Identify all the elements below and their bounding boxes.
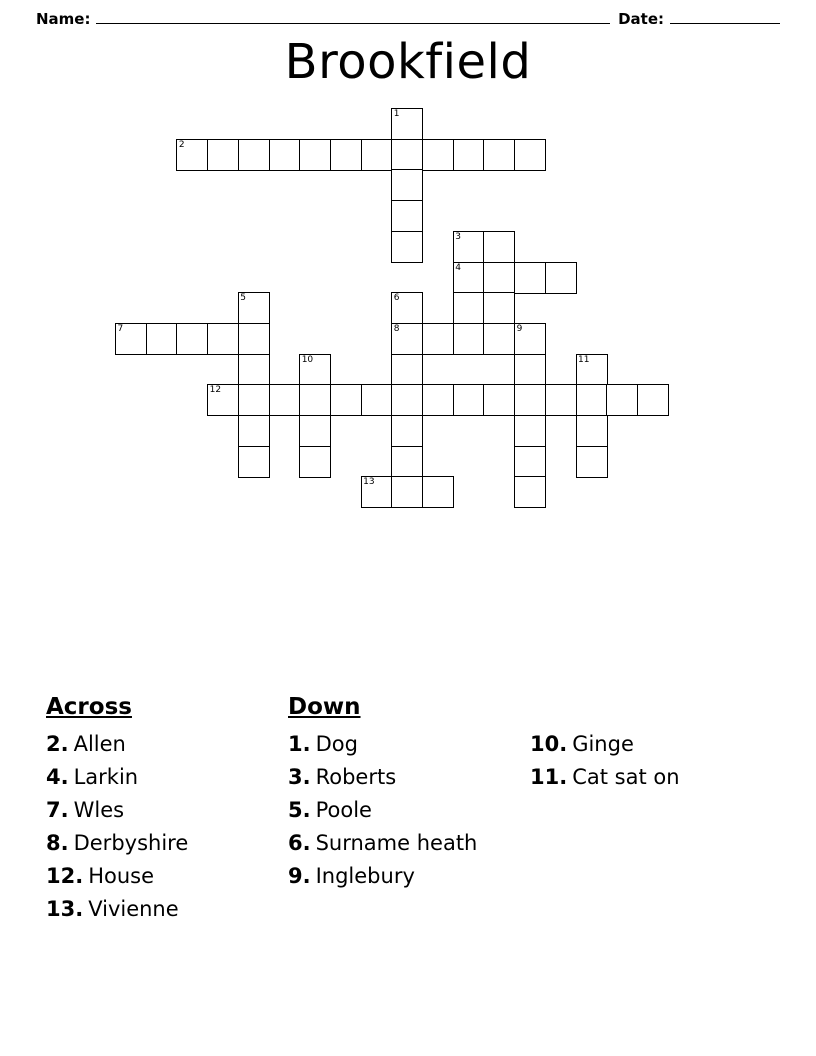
- crossword-cell[interactable]: [391, 139, 423, 171]
- crossword-cell[interactable]: [514, 415, 546, 447]
- crossword-cell[interactable]: [576, 384, 608, 416]
- clue-item: [46, 860, 276, 893]
- crossword-cell[interactable]: [422, 323, 454, 355]
- clues-overflow-heading-spacer: [530, 692, 780, 722]
- crossword-cell[interactable]: [299, 384, 331, 416]
- crossword-cell[interactable]: [269, 139, 301, 171]
- crossword-cell[interactable]: [238, 446, 270, 478]
- clue-text: Inglebury: [315, 864, 415, 888]
- clue-item: [288, 827, 524, 860]
- clue-item: [46, 827, 276, 860]
- crossword-cell[interactable]: [514, 446, 546, 478]
- clue-item: [288, 728, 524, 761]
- crossword-cell[interactable]: [422, 476, 454, 508]
- date-blank-line[interactable]: [670, 22, 780, 24]
- crossword-cell[interactable]: [207, 384, 239, 416]
- clues-down-column: [288, 692, 524, 893]
- crossword-cell[interactable]: [269, 384, 301, 416]
- clue-text: Vivienne: [88, 897, 179, 921]
- cell-number: 8: [393, 323, 400, 334]
- crossword-cell[interactable]: [514, 384, 546, 416]
- crossword-cell[interactable]: [576, 415, 608, 447]
- crossword-grid: [0, 108, 816, 548]
- crossword-cell[interactable]: [453, 262, 485, 294]
- clue-number: 7.: [46, 798, 69, 822]
- clue-item: [46, 893, 276, 926]
- cell-number: 2: [178, 139, 185, 150]
- crossword-cell[interactable]: [361, 476, 393, 508]
- cell-number: 13: [363, 477, 375, 488]
- crossword-cell[interactable]: [514, 139, 546, 171]
- clue-number: 12.: [46, 864, 84, 888]
- clue-text: House: [88, 864, 155, 888]
- clue-item: [530, 761, 780, 794]
- clue-text: Roberts: [315, 765, 397, 789]
- cell-number: 11: [578, 354, 590, 365]
- clues-across-heading: Across: [46, 694, 132, 720]
- cell-number: 1: [393, 109, 400, 119]
- date-label: Date:: [618, 10, 664, 28]
- crossword-cell[interactable]: [637, 384, 669, 416]
- crossword-cell[interactable]: [576, 446, 608, 478]
- crossword-cell[interactable]: [299, 354, 331, 386]
- clue-number: 4.: [46, 765, 69, 789]
- crossword-cell[interactable]: [238, 415, 270, 447]
- clue-item: [288, 761, 524, 794]
- crossword-cell[interactable]: [576, 354, 608, 386]
- crossword-cell[interactable]: [453, 323, 485, 355]
- clue-item: [288, 860, 524, 893]
- name-label: Name:: [36, 10, 91, 28]
- crossword-cell[interactable]: [545, 262, 577, 294]
- clue-number: 2.: [46, 732, 69, 756]
- crossword-cell[interactable]: [391, 323, 423, 355]
- crossword-cell[interactable]: [422, 139, 454, 171]
- clue-number: 13.: [46, 897, 84, 921]
- clue-number: 3.: [288, 765, 311, 789]
- crossword-cell[interactable]: [391, 354, 423, 386]
- crossword-cell[interactable]: [391, 415, 423, 447]
- crossword-cell[interactable]: [422, 384, 454, 416]
- clue-item: [46, 761, 276, 794]
- clue-number: 6.: [288, 831, 311, 855]
- clues-overflow-list: [530, 728, 780, 794]
- clues-section: [0, 692, 816, 992]
- crossword-cell[interactable]: [115, 323, 147, 355]
- clues-across-column: [46, 692, 276, 926]
- clue-text: Surname heath: [315, 831, 478, 855]
- crossword-cell[interactable]: [483, 139, 515, 171]
- page-title: Brookfield: [284, 34, 532, 90]
- cell-number: 9: [516, 323, 523, 334]
- clue-text: Larkin: [73, 765, 139, 789]
- crossword-cell[interactable]: [299, 446, 331, 478]
- crossword-cell[interactable]: [361, 139, 393, 171]
- cell-number: 6: [393, 293, 400, 304]
- crossword-cell[interactable]: [453, 231, 485, 263]
- crossword-cell[interactable]: [391, 446, 423, 478]
- crossword-cell[interactable]: [330, 384, 362, 416]
- clue-text: Allen: [73, 732, 126, 756]
- crossword-cell[interactable]: [361, 384, 393, 416]
- crossword-cell[interactable]: [207, 139, 239, 171]
- crossword-cell[interactable]: [299, 139, 331, 171]
- crossword-cell[interactable]: [391, 476, 423, 508]
- clue-text: Wles: [73, 798, 125, 822]
- crossword-cell[interactable]: [391, 169, 423, 201]
- clues-overflow-column: [530, 692, 780, 794]
- crossword-cell[interactable]: [514, 262, 546, 294]
- crossword-cell[interactable]: [391, 292, 423, 324]
- crossword-cell[interactable]: [238, 323, 270, 355]
- crossword-cell[interactable]: [483, 262, 515, 294]
- cell-number: 4: [455, 262, 461, 273]
- crossword-cell[interactable]: [483, 384, 515, 416]
- crossword-cell[interactable]: [453, 292, 485, 324]
- crossword-cell[interactable]: [176, 323, 208, 355]
- name-blank-line[interactable]: [96, 22, 610, 24]
- clue-number: 1.: [288, 732, 311, 756]
- clue-number: 10.: [530, 732, 568, 756]
- cell-number: 7: [117, 323, 124, 334]
- clue-item: [46, 728, 276, 761]
- clue-item: [46, 794, 276, 827]
- crossword-cell[interactable]: [453, 139, 485, 171]
- crossword-cell[interactable]: [391, 200, 423, 232]
- crossword-cell[interactable]: [545, 384, 577, 416]
- crossword-cell[interactable]: [176, 139, 208, 171]
- clue-item: [288, 794, 524, 827]
- cell-number: 12: [209, 385, 222, 396]
- clues-down-list: [288, 728, 524, 893]
- cell-number: 3: [455, 231, 461, 242]
- crossword-cell[interactable]: [483, 323, 515, 355]
- crossword-cell[interactable]: [391, 231, 423, 263]
- crossword-cell[interactable]: [514, 354, 546, 386]
- clue-text: Dog: [315, 732, 358, 756]
- clues-across-list: [46, 728, 276, 926]
- crossword-cell[interactable]: [514, 476, 546, 508]
- crossword-cell[interactable]: [207, 323, 239, 355]
- crossword-cell[interactable]: [238, 354, 270, 386]
- crossword-cell[interactable]: [238, 139, 270, 171]
- crossword-cell[interactable]: [146, 323, 178, 355]
- crossword-cell[interactable]: [483, 292, 515, 324]
- clue-number: 8.: [46, 831, 69, 855]
- cell-number: 10: [301, 354, 314, 365]
- clues-down-heading: Down: [288, 694, 361, 720]
- crossword-cell[interactable]: [453, 384, 485, 416]
- crossword-cell[interactable]: [299, 415, 331, 447]
- clue-number: 9.: [288, 864, 311, 888]
- crossword-cell[interactable]: [606, 384, 638, 416]
- clue-item: [530, 728, 780, 761]
- clue-text: Derbyshire: [73, 831, 189, 855]
- crossword-cell[interactable]: [238, 292, 270, 324]
- clue-text: Cat sat on: [572, 765, 680, 789]
- crossword-cell[interactable]: [514, 323, 546, 355]
- crossword-cell[interactable]: [391, 108, 423, 140]
- clue-number: 5.: [288, 798, 311, 822]
- crossword-cell[interactable]: [483, 231, 515, 263]
- crossword-cell[interactable]: [391, 384, 423, 416]
- crossword-cell[interactable]: [330, 139, 362, 171]
- cell-number: 5: [240, 293, 247, 304]
- clue-text: Ginge: [572, 732, 634, 756]
- clue-number: 11.: [530, 765, 568, 789]
- page-header: [0, 0, 816, 28]
- crossword-cell[interactable]: [238, 384, 270, 416]
- clue-text: Poole: [315, 798, 372, 822]
